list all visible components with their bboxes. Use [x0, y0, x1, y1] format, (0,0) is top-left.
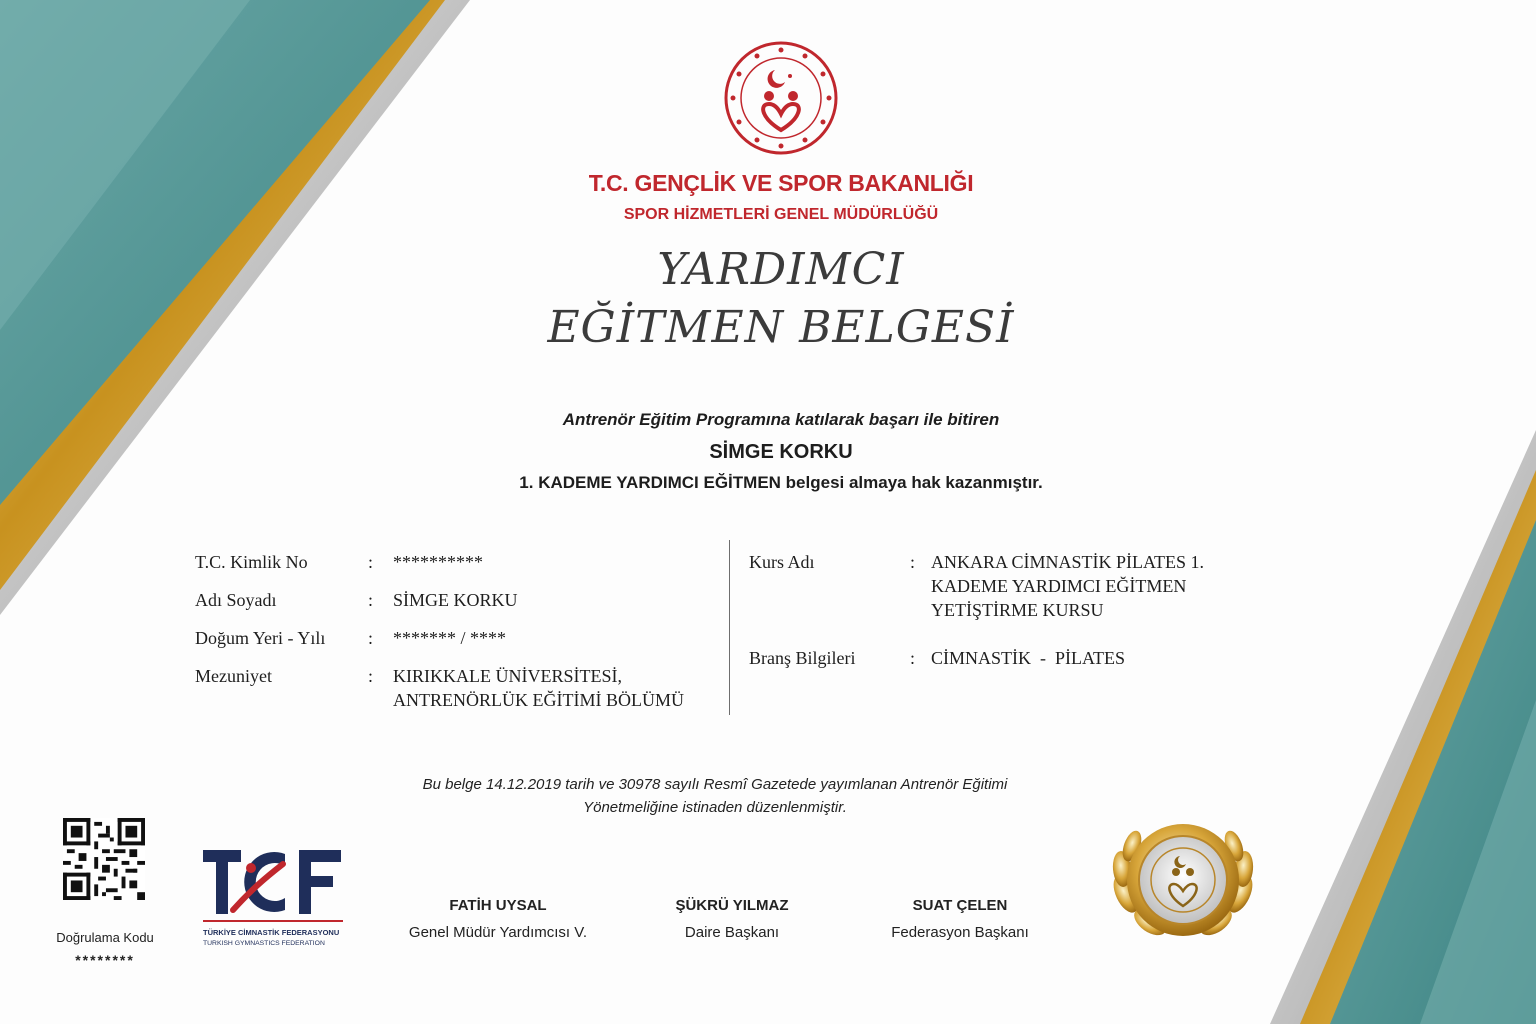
legal-basis-line-2: Yönetmeliğine istinaden düzenlenmiştir. — [583, 799, 847, 816]
detail-colon: : — [368, 552, 374, 572]
legal-basis-line-1: Bu belge 14.12.2019 tarih ve 30978 sayılı Resmî Gazetede yayımlanan Antrenör Eğitimi — [422, 776, 1008, 793]
detail-colon: : — [368, 628, 374, 648]
detail-label-graduation: Mezuniyet — [195, 666, 272, 686]
directorate-name: SPOR HİZMETLERİ GENEL MÜDÜRLÜĞÜ — [623, 206, 939, 223]
holder-name: SİMGE KORKU — [709, 441, 853, 463]
signatory-role-3: Federasyon Başkanı — [891, 924, 1029, 941]
detail-colon: : — [368, 590, 374, 610]
signatory-role-1: Genel Müdür Yardımcısı V. — [408, 924, 588, 941]
signatory-name-2: ŞÜKRÜ YILMAZ — [675, 897, 789, 914]
federation-logo — [203, 848, 343, 926]
detail-label-full-name: Adı Soyadı — [195, 590, 277, 610]
detail-label-course-name: Kurs Adı — [749, 552, 815, 572]
signatory-role-2: Daire Başkanı — [684, 924, 780, 941]
award-text: 1. KADEME YARDIMCI EĞİTMEN belgesi almaya hak kazanmıştır. — [519, 473, 1043, 492]
verification-code-label: Doğrulama Kodu — [56, 930, 154, 945]
detail-value-full-name: SİMGE KORKU — [393, 590, 518, 610]
detail-label-birth: Doğum Yeri - Yılı — [195, 628, 326, 648]
legal-basis-text — [300, 773, 1130, 819]
signatory-name-3: SUAT ÇELEN — [912, 897, 1008, 914]
detail-value-graduation: KIRIKKALE ÜNİVERSİTESİ, ANTRENÖRLÜK EĞİTİMİ BÖLÜMÜ — [393, 666, 684, 710]
detail-value-branch: CİMNASTİK - PİLATES — [931, 648, 1126, 668]
qr-code — [63, 818, 145, 900]
detail-label-id-number: T.C. Kimlik No — [195, 552, 308, 572]
detail-value-id-number: ********** — [393, 552, 483, 572]
document-title-line-1: YARDIMCI — [657, 244, 905, 295]
signatory-name-1: FATİH UYSAL — [449, 897, 547, 914]
federation-name-turkish: TÜRKİYE CİMNASTİK FEDERASYONU — [203, 928, 340, 937]
detail-label-branch: Branş Bilgileri — [749, 648, 856, 668]
intro-text: Antrenör Eğitim Programına katılarak başarı ile bitiren — [562, 410, 1000, 429]
detail-colon: : — [910, 648, 916, 668]
column-divider — [729, 540, 730, 715]
verification-code: ******** — [75, 952, 135, 968]
detail-value-birth: ******* / **** — [393, 628, 507, 648]
document-title-line-2: EĞİTMEN BELGESİ — [547, 302, 1015, 353]
detail-colon: : — [368, 666, 374, 686]
ministry-name: T.C. GENÇLİK VE SPOR BAKANLIĞI — [588, 170, 974, 196]
detail-value-course-name: ANKARA CİMNASTİK PİLATES 1. KADEME YARDIMCI EĞİTMEN YETİŞTİRME KURSU — [931, 552, 1205, 620]
gold-seal — [1108, 814, 1258, 954]
detail-colon: : — [910, 552, 916, 572]
ministry-emblem — [723, 40, 839, 156]
federation-name-english: TURKISH GYMNASTICS FEDERATION — [203, 940, 325, 947]
